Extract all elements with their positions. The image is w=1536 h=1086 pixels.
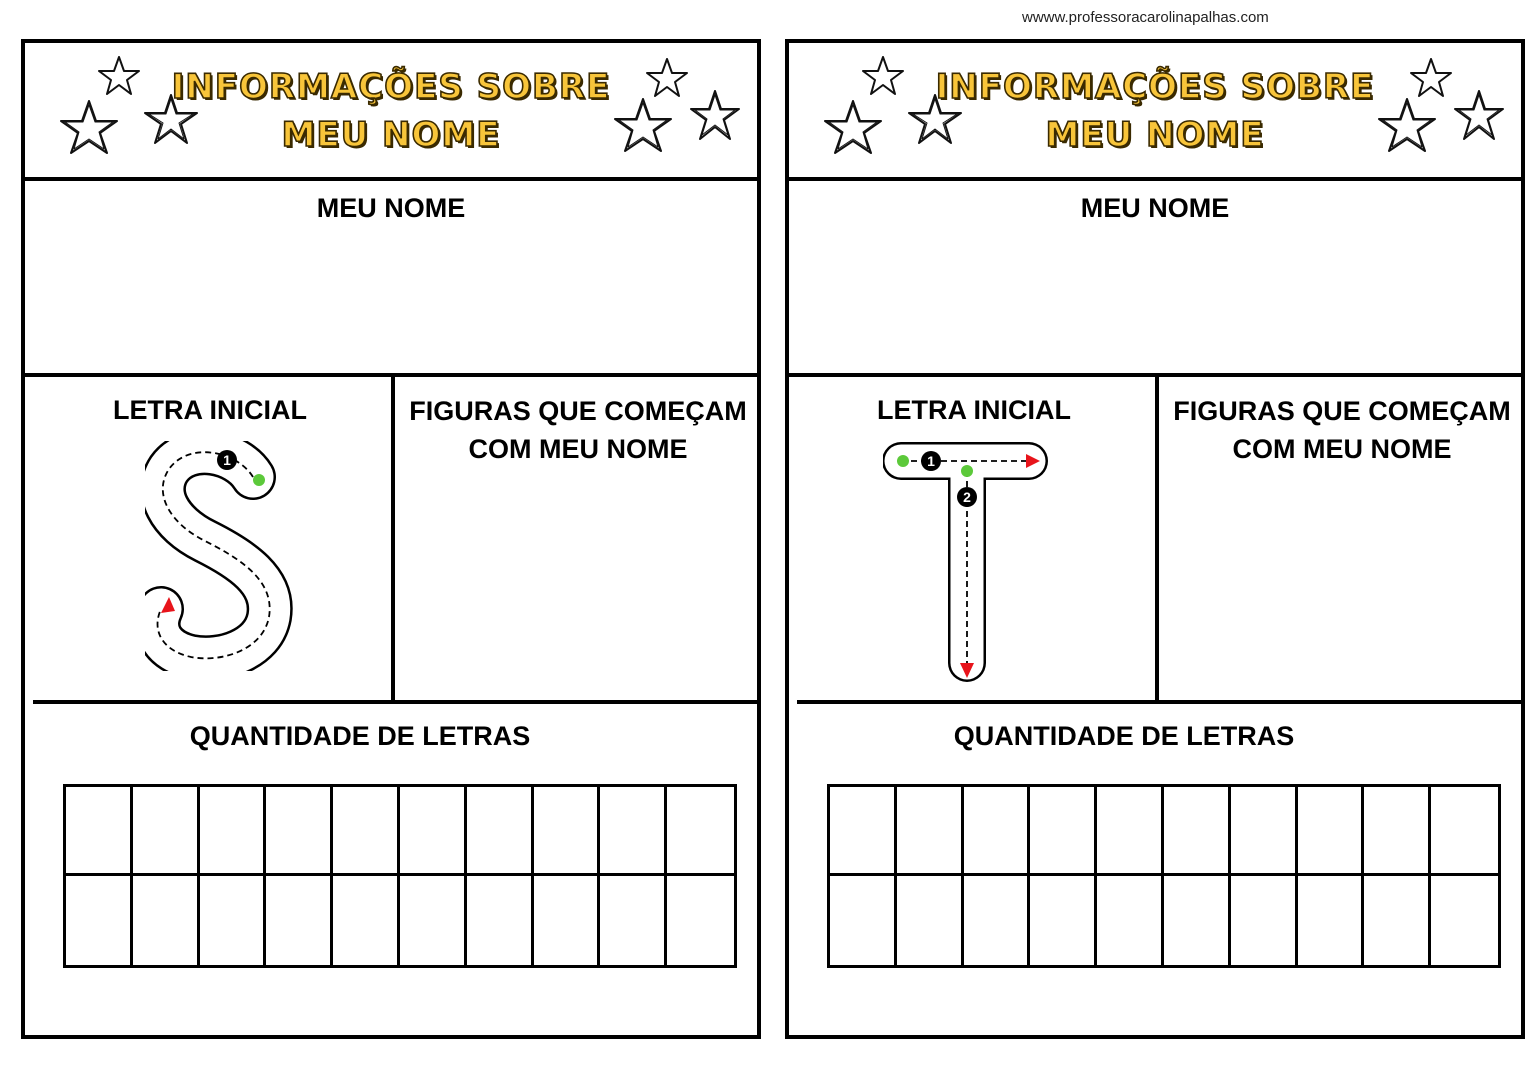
letter-box[interactable]: [1431, 876, 1498, 965]
letter-box[interactable]: [964, 787, 1031, 876]
letter-box[interactable]: [200, 787, 267, 876]
letter-box[interactable]: [1231, 787, 1298, 876]
letter-box[interactable]: [1364, 876, 1431, 965]
star-icon: [615, 99, 671, 151]
letter-box[interactable]: [467, 787, 534, 876]
stroke-number: 1: [927, 453, 935, 469]
letter-box[interactable]: [200, 876, 267, 965]
letter-box[interactable]: [667, 787, 734, 876]
letter-count-grid: [63, 784, 737, 968]
star-icon: [1455, 91, 1503, 139]
star-icon: [1379, 99, 1435, 151]
figures-label-line-1: FIGURAS QUE COMEÇAM: [1173, 396, 1511, 426]
letter-box[interactable]: [1364, 787, 1431, 876]
letter-box[interactable]: [1164, 876, 1231, 965]
figures-label-line-2: COM MEU NOME: [468, 434, 688, 464]
tracing-letter-s-icon: [145, 441, 295, 671]
letter-box[interactable]: [1097, 787, 1164, 876]
stroke-number: 2: [963, 489, 971, 505]
letter-box[interactable]: [266, 787, 333, 876]
initial-letter-label: LETRA INICIAL: [113, 395, 307, 425]
start-dot: [253, 474, 265, 486]
letter-box[interactable]: [964, 876, 1031, 965]
letter-box[interactable]: [667, 876, 734, 965]
title-line-1: INFORMAÇÕES SOBRE: [935, 67, 1375, 107]
star-icon: [1411, 59, 1451, 96]
my-name-label: MEU NOME: [316, 193, 466, 223]
letter-box[interactable]: [830, 787, 897, 876]
my-name-label: MEU NOME: [1080, 193, 1230, 223]
letter-box[interactable]: [1431, 787, 1498, 876]
letter-box[interactable]: [534, 876, 601, 965]
figures-label: [1159, 392, 1525, 468]
letter-box[interactable]: [133, 787, 200, 876]
title-line-2: MEU NOME: [281, 115, 501, 155]
letter-box[interactable]: [1298, 876, 1365, 965]
star-icon: [619, 103, 667, 147]
worksheet-header: [25, 43, 757, 181]
letter-box[interactable]: [600, 876, 667, 965]
letter-box[interactable]: [534, 787, 601, 876]
star-icon: [1383, 103, 1431, 147]
divider: [33, 700, 757, 704]
start-dot: [961, 465, 973, 477]
figures-label-line-2: COM MEU NOME: [1232, 434, 1452, 464]
letter-box[interactable]: [400, 876, 467, 965]
stroke-number: 1: [223, 452, 231, 468]
start-dot: [897, 455, 909, 467]
stars-cluster-right-icon: [611, 49, 741, 173]
letter-box[interactable]: [66, 787, 133, 876]
website-url: wwww.professoracarolinapalhas.com: [1022, 9, 1269, 26]
letter-box[interactable]: [1164, 787, 1231, 876]
initial-letter-label: LETRA INICIAL: [877, 395, 1071, 425]
star-icon: [647, 59, 687, 96]
letter-box[interactable]: [1097, 876, 1164, 965]
stars-cluster-right-icon: [1375, 49, 1505, 173]
figures-label: [395, 392, 761, 468]
name-worksheet-card-t: [785, 39, 1525, 1039]
figures-label-line-1: FIGURAS QUE COMEÇAM: [409, 396, 747, 426]
star-icon: [695, 95, 735, 135]
letter-box[interactable]: [1030, 787, 1097, 876]
letter-box[interactable]: [66, 876, 133, 965]
worksheet-header: [789, 43, 1521, 181]
letter-box[interactable]: [830, 876, 897, 965]
letter-box[interactable]: [1030, 876, 1097, 965]
letter-box[interactable]: [400, 787, 467, 876]
letter-box[interactable]: [600, 787, 667, 876]
letter-box[interactable]: [333, 787, 400, 876]
divider: [797, 700, 1521, 704]
letter-count-label: QUANTIDADE DE LETRAS: [953, 721, 1295, 751]
letter-box[interactable]: [333, 876, 400, 965]
title-line-2: MEU NOME: [1045, 115, 1265, 155]
letter-box[interactable]: [266, 876, 333, 965]
letter-count-grid: [827, 784, 1501, 968]
letter-box[interactable]: [897, 787, 964, 876]
letter-box[interactable]: [467, 876, 534, 965]
letter-box[interactable]: [1298, 787, 1365, 876]
letter-box[interactable]: [133, 876, 200, 965]
letter-box[interactable]: [897, 876, 964, 965]
name-worksheet-card-s: [21, 39, 761, 1039]
letter-count-label: QUANTIDADE DE LETRAS: [189, 721, 531, 751]
tracing-letter-t-icon: [883, 437, 1053, 693]
title-line-1: INFORMAÇÕES SOBRE: [171, 67, 611, 107]
star-icon: [691, 91, 739, 139]
star-icon: [1459, 95, 1499, 135]
letter-box[interactable]: [1231, 876, 1298, 965]
